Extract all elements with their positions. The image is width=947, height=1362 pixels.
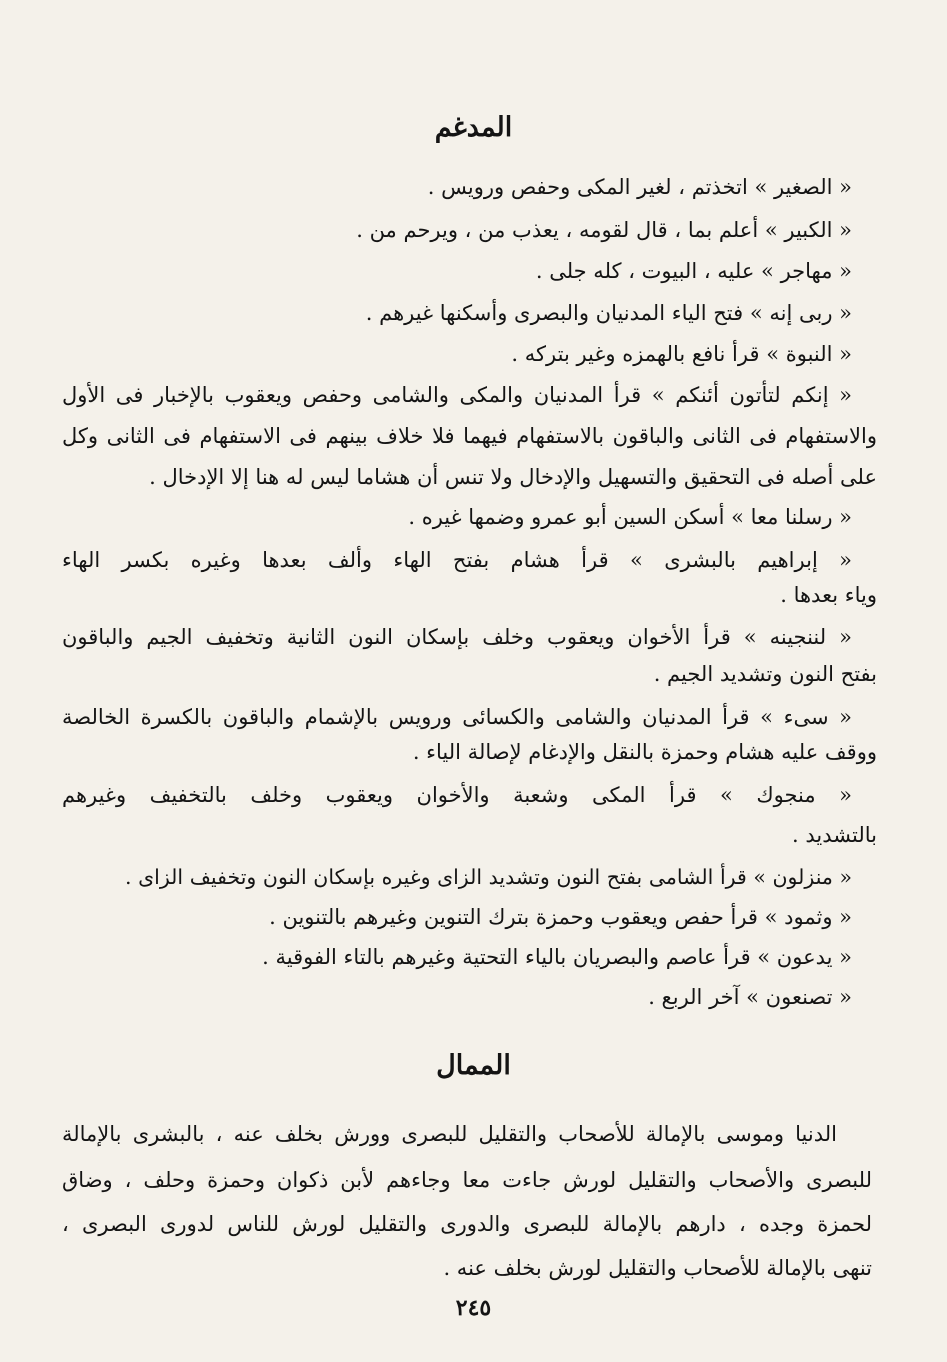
text-line: وياء بعدها . [780, 583, 877, 607]
text-line: ووقف عليه هشام وحمزة بالنقل والإدغام لإصالة الياء . [412, 740, 877, 764]
text-line: « تصنعون » آخر الربع . [648, 985, 852, 1009]
page-number: ٢٤٥ [455, 1295, 492, 1321]
section-title-mumal: الممال [436, 1050, 511, 1081]
text-line: تنهى بالإمالة للأصحاب والتقليل لورش بخلف عنه . [443, 1256, 872, 1280]
text-line: « سىء » قرأ المدنيان والشامى والكسائى ورويس بالإشمام والباقون بالكسرة الخالصة [62, 705, 852, 729]
text-line: على أصله فى التحقيق والتسهيل والإدخال ولا تنس أن هشاما ليس له هنا إلا الإدخال . [149, 465, 877, 489]
text-line: « إبراهيم بالبشرى » قرأ هشام بفتح الهاء وألف بعدها وغيره بكسر الهاء [62, 548, 852, 572]
text-line: للبصرى والأصحاب والتقليل لورش جاءت معا وجاءهم لأبن ذكوان وحمزة وحلف ، وضاق [62, 1168, 872, 1192]
text-line: « الكبير » أعلم بما ، قال لقومه ، يعذب من ، ويرحم من . [356, 218, 852, 242]
text-line: « إنكم لتأتون أئنكم » قرأ المدنيان والمكى والشامى وحفص ويعقوب بالإخبار فى الأول [62, 383, 852, 407]
text-line: « رسلنا معا » أسكن السين أبو عمرو وضمها غيره . [408, 505, 852, 529]
text-line: والاستفهام فى الثانى والباقون بالاستفهام فيهما فلا خلاف بينهم فى الاستفهام فى الثانى وكل [62, 424, 877, 448]
text-line: « النبوة » قرأ نافع بالهمزه وغير بتركه . [511, 342, 852, 366]
text-line: « الصغير » اتخذتم ، لغير المكى وحفص ورويس . [427, 175, 852, 199]
section-title-mudgham: المدغم [434, 112, 513, 143]
text-line: الدنيا وموسى بالإمالة للأصحاب والتقليل للبصرى وورش بخلف عنه ، بالبشرى بالإمالة [62, 1122, 837, 1146]
text-line: « مهاجر » عليه ، البيوت ، كله جلى . [535, 259, 852, 283]
text-line: بفتح النون وتشديد الجيم . [653, 662, 877, 686]
text-line: « منجوك » قرأ المكى وشعبة والأخوان ويعقوب وخلف بالتخفيف وغيرهم [62, 783, 852, 807]
text-line: بالتشديد . [792, 823, 877, 847]
text-line: « منزلون » قرأ الشامى بفتح النون وتشديد الزاى وغيره بإسكان النون وتخفيف الزاى . [125, 865, 852, 889]
text-line: « وثمود » قرأ حفص ويعقوب وحمزة بترك التنوين وغيرهم بالتنوين . [269, 905, 852, 929]
text-line: « لننجينه » قرأ الأخوان ويعقوب وخلف بإسكان النون الثانية وتخفيف الجيم والباقون [62, 625, 852, 649]
text-line: « يدعون » قرأ عاصم والبصريان بالياء التحتية وغيرهم بالتاء الفوقية . [262, 945, 852, 969]
text-line: لحمزة وجده ، دارهم بالإمالة للبصرى والدورى والتقليل لورش للناس لدورى البصرى ، [62, 1212, 872, 1236]
text-line: « ربى إنه » فتح الياء المدنيان والبصرى وأسكنها غيرهم . [365, 301, 852, 325]
